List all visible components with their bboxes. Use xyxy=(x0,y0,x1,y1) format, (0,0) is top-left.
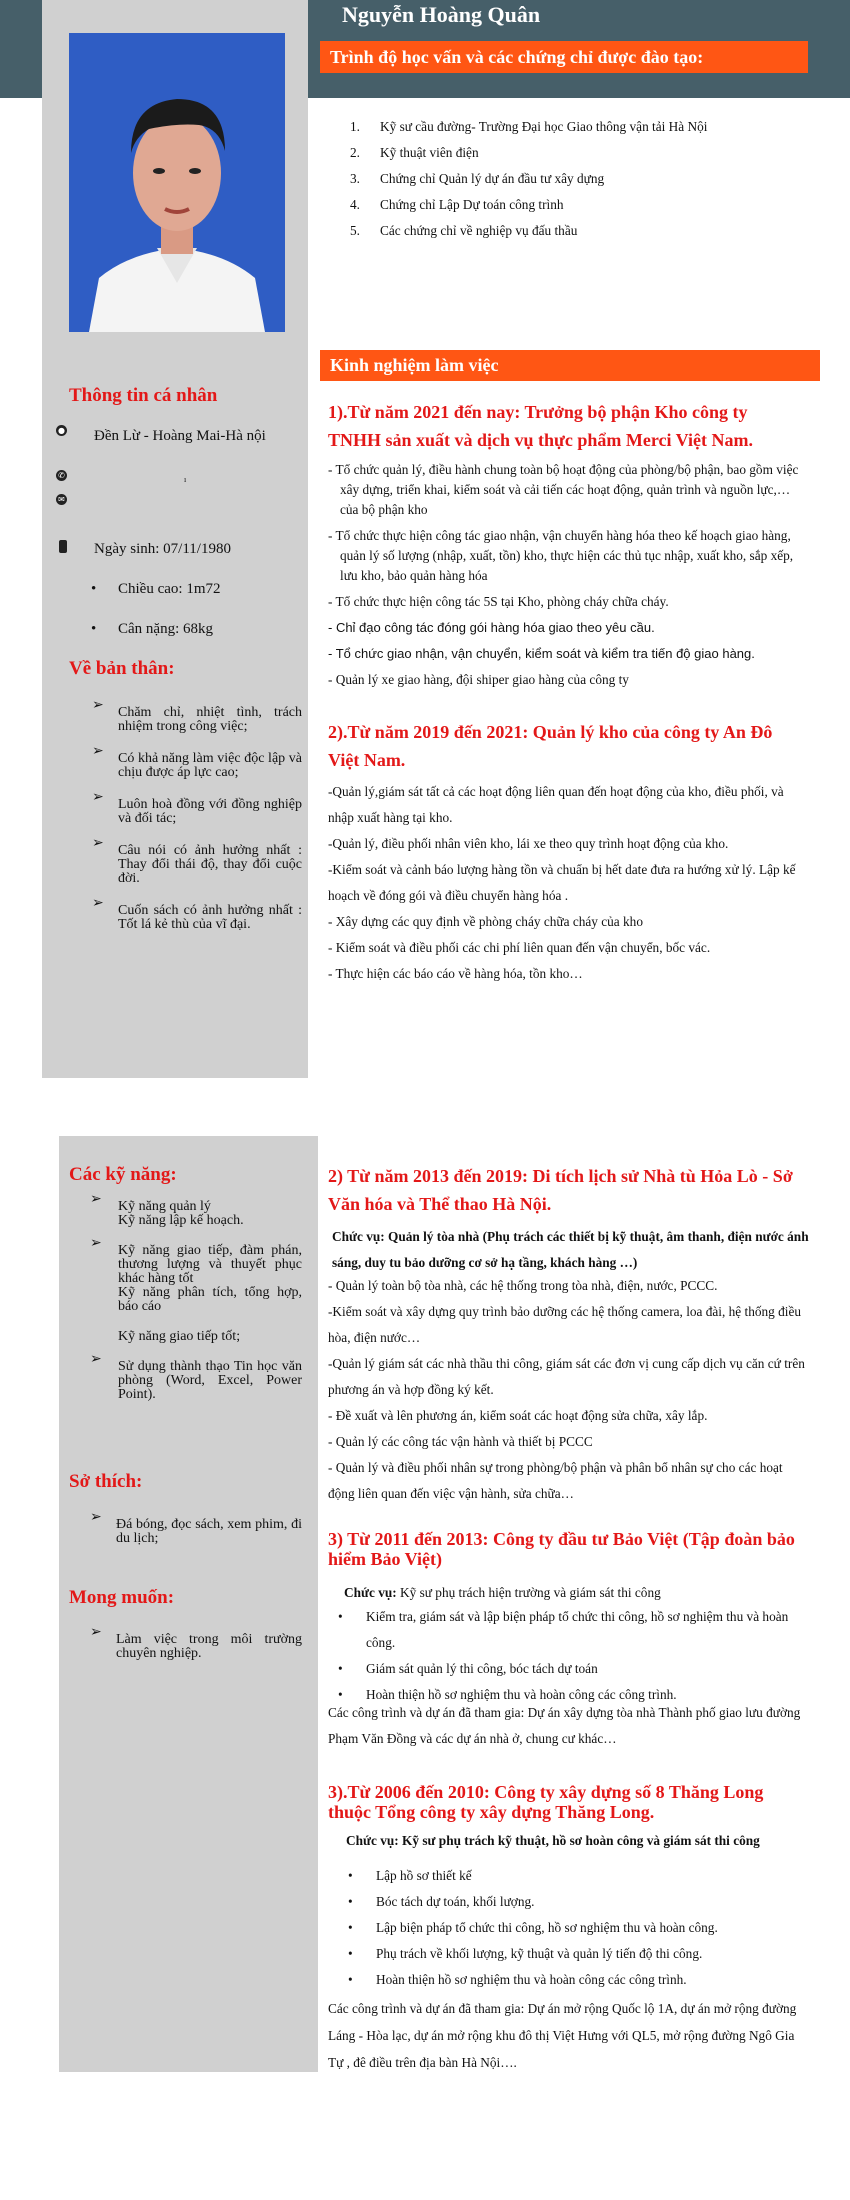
job-3-line: - Quản lý và điều phối nhân sự trong phòng/bộ phận và phân bổ nhân sự cho các hoạt động liên quan đến việc vận hành, sửa chữa… xyxy=(328,1460,783,1501)
education-item xyxy=(350,218,820,244)
arrow-bullet-icon: ➢ xyxy=(92,743,104,759)
arrow-bullet-icon: ➢ xyxy=(90,1235,102,1251)
arrow-bullet-icon: ➢ xyxy=(90,1351,102,1367)
education-title: Trình độ học vấn và các chứng chỉ được đào tạo: xyxy=(320,41,808,73)
about-list xyxy=(92,697,302,950)
about-item xyxy=(92,789,302,826)
education-item xyxy=(350,192,820,218)
wishes-list xyxy=(90,1624,302,1671)
hobbies-title: Sở thích: xyxy=(69,1471,143,1492)
education-item-number: 3. xyxy=(350,171,360,186)
arrow-bullet-icon: ➢ xyxy=(92,895,104,911)
education-list xyxy=(350,114,820,244)
education-item-number: 2. xyxy=(350,145,360,160)
education-item xyxy=(350,166,820,192)
wish-item-text: Làm việc trong môi trường chuyên nghiệp. xyxy=(116,1632,302,1661)
job-4-bullet-text: Hoàn thiện hồ sơ nghiệm thu và hoàn công các công trình. xyxy=(366,1687,677,1702)
skill-group xyxy=(90,1191,302,1228)
job-2-line: -Kiểm soát và cảnh báo lượng hàng tồn và chuẩn bị hết date đưa ra hướng xử lý. Lập kế hoạch về đóng gói và điều chuyển hàng hóa . xyxy=(328,862,796,903)
education-item-text: Kỹ thuật viên điện xyxy=(380,145,479,160)
job-4-title: 3) Từ 2011 đến 2013: Công ty đầu tư Bảo Việt (Tập đoàn bảo hiểm Bảo Việt) xyxy=(328,1529,795,1569)
phone-icon: ✆ xyxy=(56,470,67,481)
about-item-text: Câu nói có ảnh hưởng nhất : Thay đổi thái độ, thay đổi cuộc đời. xyxy=(118,843,302,886)
phone-value: ı xyxy=(184,475,187,484)
hobby-item xyxy=(90,1509,302,1546)
job-5-bullet xyxy=(348,1863,806,1889)
candidate-name: Nguyễn Hoàng Quân xyxy=(342,2,541,27)
bullet-icon: • xyxy=(338,1661,343,1676)
arrow-bullet-icon: ➢ xyxy=(92,697,104,713)
skill-item: Kỹ năng quản lý xyxy=(118,1199,211,1214)
job-3-role: Chức vụ: Quản lý tòa nhà (Phụ trách các thiết bị kỹ thuật, âm thanh, điện nước ánh sáng, duy tu bảo dưỡng cơ sở hạ tầng, khách hàng …) xyxy=(332,1229,809,1270)
job-4-bullet xyxy=(338,1604,796,1656)
education-item-number: 1. xyxy=(350,119,360,134)
job-5-bullets xyxy=(348,1863,806,1993)
job-5-title: 3).Từ 2006 đến 2010: Công ty xây dựng số 8 Thăng Long thuộc Tổng công ty xây dựng Thăng Long. xyxy=(328,1782,764,1822)
job-5-bullet-text: Lập hồ sơ thiết kế xyxy=(376,1868,472,1883)
experience-title: Kinh nghiệm làm việc xyxy=(320,350,820,381)
job-3-line: -Kiểm soát và xây dựng quy trình bảo dưỡng các hệ thống camera, loa đài, hệ thống điều hòa, điện nước… xyxy=(328,1304,802,1345)
about-item xyxy=(92,835,302,886)
address: Đền Lừ - Hoàng Mai-Hà nội xyxy=(94,428,266,444)
birthday-icon xyxy=(59,540,67,553)
education-item xyxy=(350,114,820,140)
job-4-role xyxy=(344,1580,814,1606)
arrow-bullet-icon: ➢ xyxy=(90,1624,102,1640)
arrow-bullet-icon: ➢ xyxy=(90,1191,102,1207)
education-item-text: Chứng chỉ Lập Dự toán công trình xyxy=(380,197,564,212)
bullet-icon: • xyxy=(338,1609,343,1624)
job-2-title: 2).Từ năm 2019 đến 2021: Quản lý kho của công ty An Đô Việt Nam. xyxy=(328,722,773,770)
location-icon: ● xyxy=(56,425,67,436)
job-1-line: - Tổ chức giao nhận, vận chuyển, kiểm soát và kiểm tra tiến độ giao hàng. xyxy=(328,646,755,661)
skill-item: Kỹ năng giao tiếp, đàm phán, thương lượng và thuyết phục khác hàng tốt xyxy=(118,1243,302,1286)
job-4-bullet-text: Kiểm tra, giám sát và lập biện pháp tổ chức thi công, hồ sơ nghiệm thu và hoàn công. xyxy=(366,1609,789,1650)
job-4-role-label: Chức vụ: xyxy=(344,1585,397,1600)
bullet-icon: • xyxy=(348,1946,353,1961)
job-5-projects: Các công trình và dự án đã tham gia: Dự án mở rộng Quốc lộ 1A, dự án mở rộng đường Láng - Hòa lạc, dự án mở rộng khu đô thị Việt Hưng với QL5, mở rộng đường Ngô Gia Tự , đê điều trên địa bàn Hà Nội…. xyxy=(328,2001,797,2070)
skill-item: Kỹ năng phân tích, tổng hợp, báo cáo xyxy=(118,1285,302,1314)
bullet-icon: • xyxy=(338,1687,343,1702)
job-1-line: - Tổ chức thực hiện công tác giao nhận, vận chuyển hàng hóa theo kế hoạch giao hàng, quản lý số lượng (nhập, xuất, tồn) kho, thực hiện các thủ tục nhập, xuất kho, sắp xếp, lưu kho, bảo quản hàng hóa xyxy=(328,528,794,583)
job-5-bullet-text: Bóc tách dự toán, khối lượng. xyxy=(376,1894,535,1909)
job-5-bullet xyxy=(348,1889,806,1915)
job-1-line: - Tổ chức thực hiện công tác 5S tại Kho, phòng cháy chữa cháy. xyxy=(328,594,669,609)
about-item xyxy=(92,697,302,734)
profile-photo xyxy=(69,33,285,332)
wishes-title: Mong muốn: xyxy=(69,1587,175,1608)
job-1-line: - Tổ chức quản lý, điều hành chung toàn bộ hoạt động của phòng/bộ phận, bao gồm việc xây dựng, triển khai, kiểm soát và cải tiến các hoạt động, quản trình và nguồn lực,… của bộ phận kho xyxy=(328,462,799,517)
weight-item: • Cân nặng: 68kg xyxy=(91,621,213,637)
education-item-number: 5. xyxy=(350,223,360,238)
about-item-text: Luôn hoà đồng với đồng nghiệp và đối tác; xyxy=(118,797,302,826)
education-item-text: Kỹ sư cầu đường- Trường Đại học Giao thông vận tải Hà Nội xyxy=(380,119,708,134)
bullet-icon: • xyxy=(91,581,97,597)
about-item-text: Cuốn sách có ảnh hưởng nhất : Tốt lá kẻ thù của vĩ đại. xyxy=(118,903,302,932)
skills-list xyxy=(90,1191,302,1418)
skill-group xyxy=(90,1351,302,1402)
job-5-bullet-text: Phụ trách về khối lượng, kỹ thuật và quản lý tiến độ thi công. xyxy=(376,1946,703,1961)
job-5-bullet-text: Hoàn thiện hồ sơ nghiệm thu và hoàn công các công trình. xyxy=(376,1972,687,1987)
skill-group xyxy=(90,1235,302,1344)
personal-info-title: Thông tin cá nhân xyxy=(69,385,218,406)
hobby-item-text: Đá bóng, đọc sách, xem phim, đi du lịch; xyxy=(116,1517,302,1546)
bullet-icon: • xyxy=(348,1868,353,1883)
arrow-bullet-icon: ➢ xyxy=(92,835,104,851)
job-1-lines xyxy=(328,460,808,696)
job-2-line: - Xây dựng các quy định về phòng cháy chữa cháy của kho xyxy=(328,914,643,929)
job-4-bullet-text: Giám sát quản lý thi công, bóc tách dự toán xyxy=(366,1661,598,1676)
birth-date: Ngày sinh: 07/11/1980 xyxy=(94,541,231,557)
job-2-line: - Kiểm soát và điều phối các chi phí liên quan đến vận chuyển, bốc vác. xyxy=(328,940,711,955)
email-icon: ✉ xyxy=(56,494,67,505)
bullet-icon: • xyxy=(348,1920,353,1935)
job-5-role: Chức vụ: Kỹ sư phụ trách kỹ thuật, hồ sơ hoàn công và giám sát thi công xyxy=(346,1833,760,1848)
hobbies-list xyxy=(90,1509,302,1556)
arrow-bullet-icon: ➢ xyxy=(92,789,104,805)
height-item: • Chiều cao: 1m72 xyxy=(91,581,221,597)
skills-title: Các kỹ năng: xyxy=(69,1164,177,1185)
job-2-lines xyxy=(328,779,808,987)
job-2-line: -Quản lý,giám sát tất cả các hoạt động liên quan đến hoạt động của kho, điều phối, và nhập xuất hàng tại kho. xyxy=(328,784,784,825)
job-2-line: - Thực hiện các báo cáo về hàng hóa, tồn kho… xyxy=(328,966,583,981)
about-item xyxy=(92,743,302,780)
job-5-bullet xyxy=(348,1941,806,1967)
job-5-bullet xyxy=(348,1967,806,1993)
education-item xyxy=(350,140,820,166)
bullet-icon: • xyxy=(91,621,97,637)
job-5-bullet-text: Lập biện pháp tổ chức thi công, hồ sơ nghiệm thu và hoàn công. xyxy=(376,1920,718,1935)
job-3-lines xyxy=(328,1273,808,1507)
job-4-projects: Các công trình và dự án đã tham gia: Dự án xây dựng tòa nhà Thành phố giao lưu đường Phạm Văn Đồng và các dự án nhà ở, chung cư khác… xyxy=(328,1705,801,1746)
job-2-line: -Quản lý, điều phối nhân viên kho, lái xe theo quy trình hoạt động của kho. xyxy=(328,836,729,851)
portrait-illustration xyxy=(69,33,285,332)
education-item-text: Chứng chỉ Quản lý dự án đầu tư xây dựng xyxy=(380,171,605,186)
job-4-role-text: Kỹ sư phụ trách hiện trường và giám sát thi công xyxy=(396,1585,661,1600)
job-4-bullets xyxy=(338,1604,796,1708)
job-4-bullet xyxy=(338,1656,796,1682)
bullet-icon: • xyxy=(348,1972,353,1987)
arrow-bullet-icon: ➢ xyxy=(90,1509,102,1525)
about-title: Về bản thân: xyxy=(69,658,175,679)
job-1-line: - Chỉ đạo công tác đóng gói hàng hóa giao theo yêu cầu. xyxy=(328,620,655,635)
education-item-text: Các chứng chỉ về nghiệp vụ đấu thầu xyxy=(380,223,578,238)
job-3-line: - Quản lý toàn bộ tòa nhà, các hệ thống trong tòa nhà, điện, nước, PCCC. xyxy=(328,1278,718,1293)
about-item xyxy=(92,895,302,932)
about-item-text: Chăm chỉ, nhiệt tình, trách nhiệm trong công việc; xyxy=(118,705,302,734)
job-3-line: - Đề xuất và lên phương án, kiểm soát các hoạt động sửa chữa, xây lắp. xyxy=(328,1408,708,1423)
bullet-icon: • xyxy=(348,1894,353,1909)
skill-item: Kỹ năng lập kế hoạch. xyxy=(118,1213,244,1228)
job-1-title: 1).Từ năm 2021 đến nay: Trưởng bộ phận Kho công ty TNHH sản xuất và dịch vụ thực phẩm Merci Việt Nam. xyxy=(328,402,753,450)
job-5-bullet xyxy=(348,1915,806,1941)
job-1-line: - Quản lý xe giao hàng, đội shiper giao hàng của công ty xyxy=(328,672,629,687)
about-item-text: Có khả năng làm việc độc lập và chịu được áp lực cao; xyxy=(118,751,302,780)
skill-item: Kỹ năng giao tiếp tốt; xyxy=(118,1329,241,1344)
job-3-title: 2) Từ năm 2013 đến 2019: Di tích lịch sử Nhà tù Hỏa Lò - Sở Văn hóa và Thể thao Hà Nội. xyxy=(328,1166,793,1214)
job-3-line: - Quản lý các công tác vận hành và thiết bị PCCC xyxy=(328,1434,593,1449)
education-item-number: 4. xyxy=(350,197,360,212)
job-3-line: -Quản lý giám sát các nhà thầu thi công, giám sát các đơn vị cung cấp dịch vụ căn cứ trên phương án và hợp đồng ký kết. xyxy=(328,1356,805,1397)
wish-item xyxy=(90,1624,302,1661)
skill-item: Sử dụng thành thạo Tin học văn phòng (Word, Excel, Power Point). xyxy=(118,1359,302,1402)
